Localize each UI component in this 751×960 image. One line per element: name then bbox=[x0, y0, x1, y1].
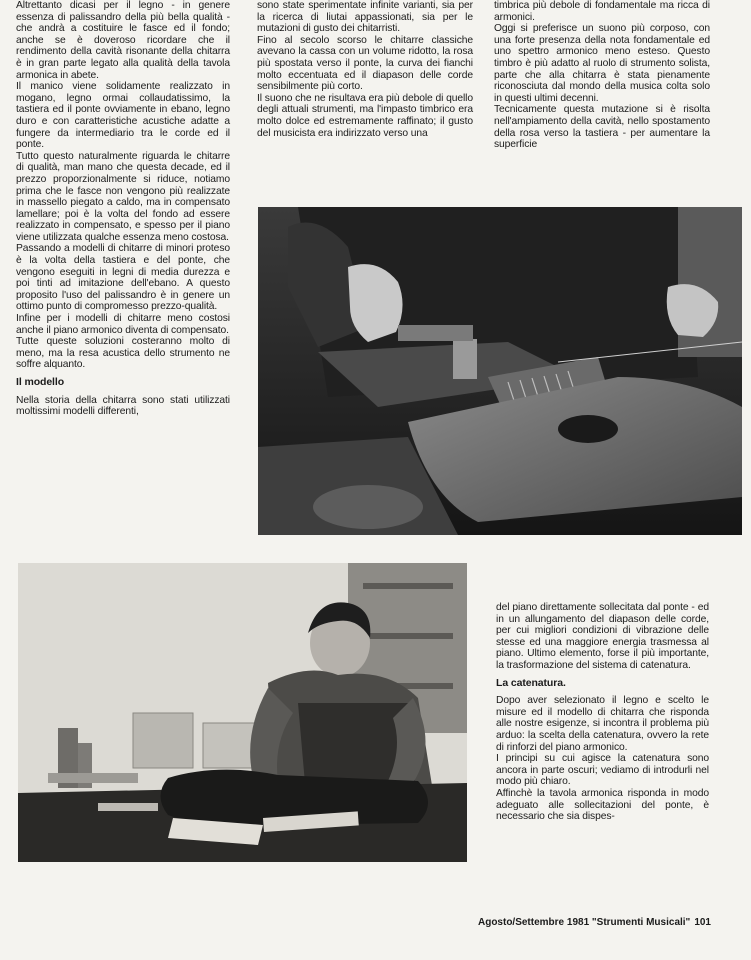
photo-luthier-hands bbox=[258, 207, 742, 535]
paragraph: Oggi si preferisce un suono più corposo, con una forte presenza della nota fondamentale ed uno spettro armonico meno esteso. Questo timbro è più adatto al ruolo di strumento solista, parte che alla chitarra è stata pienamente riconosciuta dal mondo della musica colta solo in questi ultimi decenni. bbox=[494, 23, 710, 104]
paragraph: Dopo aver selezionato il legno e scelto le misure ed il modello di chitarra che risponda alle nostre esigenze, si incontra il problema più arduo: la scelta della catenatura, ovvero la rete di rinforzi del piano armonico. bbox=[496, 695, 709, 753]
photo-luthier-hands-image bbox=[258, 207, 742, 535]
text-column-2 bbox=[257, 0, 473, 139]
paragraph: I principi su cui agisce la catenatura sono ancora in parte oscuri; vediamo di introdurli nel modo più chiaro. bbox=[496, 753, 709, 788]
paragraph: timbrica più debole di fondamentale ma ricca di armonici. bbox=[494, 0, 710, 23]
paragraph: Nella storia della chitarra sono stati utilizzati moltissimi modelli differenti, bbox=[16, 394, 230, 418]
paragraph: Affinchè la tavola armonica risponda in modo adeguato alle sollecitazioni del ponte, è necessario che sia dispes- bbox=[496, 787, 709, 823]
photo-luthier-workbench bbox=[18, 563, 467, 862]
paragraph: Passando a modelli di chitarre di minori proteso è la volta della tastiera e del ponte, che vengono eseguiti in legni di media durezza e poi tinti ad imitazione dell'ebano. A questo proposito l'uso del palissandro è in genere un ottimo punto di compromesso prezzo-qualità. bbox=[16, 243, 230, 313]
paragraph: Tutte queste soluzioni costeranno molto di meno, ma la resa acustica dello strumento ne soffre alquanto. bbox=[16, 336, 230, 371]
text-column-3-bottom bbox=[496, 602, 709, 823]
section-heading-modello: Il modello bbox=[16, 376, 65, 388]
page-number: 101 bbox=[694, 917, 711, 928]
paragraph: sono state sperimentate infinite varianti, sia per la ricerca di liutai appassionati, sia per le mutazioni di gusto dei chitarristi. bbox=[257, 0, 473, 35]
paragraph: Infine per i modelli di chitarre meno costosi anche il piano armonico diventa di compensato. bbox=[16, 313, 230, 336]
paragraph: Il manico viene solidamente realizzato in mogano, legno ormai collaudatissimo, la tastiera ed il ponte ovviamente in ebano, legno duro e con caratteristiche acustiche adatte a fungere da intermediario tra le corde ed il ponte. bbox=[16, 81, 230, 151]
issue-label: Agosto/Settembre 1981 "Strumenti Musicali" bbox=[477, 917, 691, 928]
paragraph: del piano direttamente sollecitata dal ponte - ed in un allungamento del diapason delle corde, per cui migliori condizioni di vibrazione delle stesse ed una maggiore energia trasmessa al piano. Ultimo elemento, forse il più importante, la trasformazione del sistema di catenatura. bbox=[496, 602, 709, 671]
section-heading-catenatura: La catenatura. bbox=[496, 676, 566, 689]
text-column-3 bbox=[494, 0, 710, 151]
paragraph: Altrettanto dicasi per il legno - in genere essenza di palissandro della più bella qualità - che andrà a costituire le fasce ed il fondo; anche se è doveroso ricordare che il rendimento della cavità risonante della chitarra è in gran parte legato alla qualità della tavola armonica in abete. bbox=[16, 0, 230, 81]
paragraph: Fino al secolo scorso le chitarre classiche avevano la cassa con un volume ridotto, la rosa più spostata verso il ponte, la curva dei fianchi molto eccentuata ed il diapason delle corde sensibilmente più corto. bbox=[257, 34, 473, 93]
paragraph: Tecnicamente questa mutazione si è risolta nell'ampiamento della cavità, nello spostamento della rosa verso la tastiera - per aumentare la superficie bbox=[494, 104, 710, 151]
text-column-1 bbox=[16, 0, 230, 418]
photo-luthier-workbench-image bbox=[18, 563, 467, 862]
paragraph: Il suono che ne risultava era più debole di quello degli attuali strumenti, ma l'impasto timbrico era molto dolce ed estremamente raffinato; il gusto del musicista era indirizzato verso una bbox=[257, 92, 473, 139]
page-footer bbox=[400, 917, 711, 928]
paragraph: Tutto questo naturalmente riguarda le chitarre di qualità, man mano che questa decade, ed il prezzo proporzionalmente si riduce, notiamo prima che le fasce non vengono più realizzate in massello piegato a caldo, ma in compensato lamellare; poi è la volta del fondo ad essere realizzato in compensato, e spesso per il piano viene utilizzata qualche essenza meno costosa. bbox=[16, 150, 230, 243]
